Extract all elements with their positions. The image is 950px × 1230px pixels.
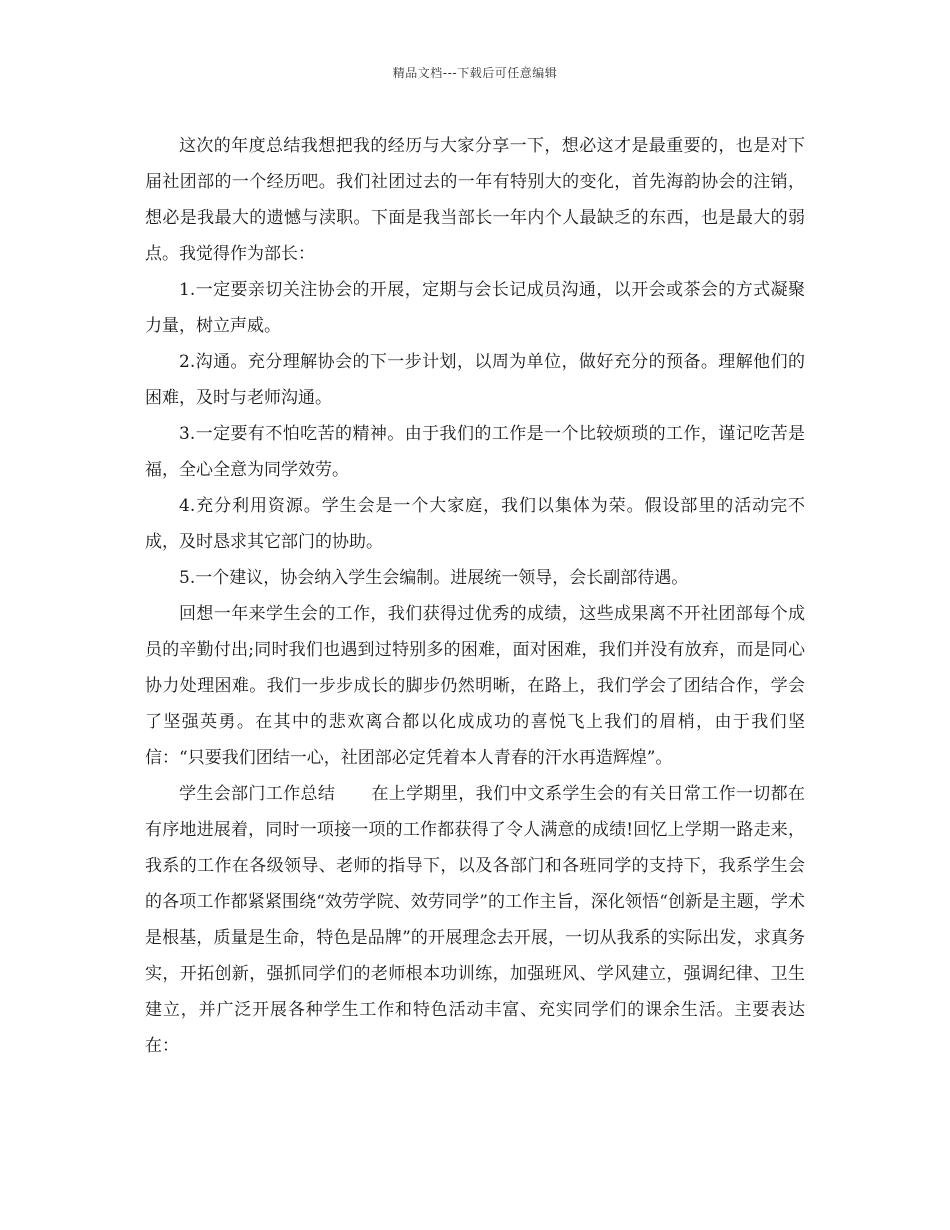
paragraph-point-2: 2.沟通。充分理解协会的下一步计划，以周为单位，做好充分的预备。理解他们的困难，及时与老师沟通。 (145, 352, 805, 408)
paragraph-section (145, 776, 805, 1064)
paragraph-point-4: 4.充分利用资源。学生会是一个大家庭，我们以集体为荣。假设部里的活动完不成，及时恳求其它部门的协助。 (145, 496, 805, 552)
paragraph-point-3: 3.一定要有不怕吃苦的精神。由于我们的工作是一个比较烦琐的工作，谨记吃苦是福，全心全意为同学效劳。 (145, 424, 805, 480)
document-body (145, 128, 805, 1064)
section-body: 在上学期里，我们中文系学生会的有关日常工作一切都在有序地进展着，同时一项接一项的工作都获得了令人满意的成绩!回忆上学期一路走来，我系的工作在各级领导、老师的指导下，以及各部门和各班同学的支持下，我系学生会的各项工作都紧紧围绕“效劳学院、效劳同学”的工作主旨，深化领悟“创新是主题，学术是根基，质量是生命，特色是品牌”的开展理念去开展，一切从我系的实际出发，求真务实，开拓创新，强抓同学们的老师根本功训练，加强班风、学风建立，强调纪律、卫生建立，并广泛开展各种学生工作和特色活动丰富、充实同学们的课余生活。主要表达在： (145, 784, 806, 1056)
section-title: 学生会部门工作总结 (179, 784, 336, 804)
paragraph-reflection: 回想一年来学生会的工作，我们获得过优秀的成绩，这些成果离不开社团部每个成员的辛勤付出;同时我们也遇到过特别多的困难，面对困难，我们并没有放弃，而是同心协力处理困难。我们一步步成长的脚步仍然明晰，在路上，我们学会了团结合作，学会了坚强英勇。在其中的悲欢离合都以化成成功的喜悦飞上我们的眉梢，由于我们坚信：“只要我们团结一心，社团部必定凭着本人青春的汗水再造辉煌”。 (145, 604, 805, 768)
page-header: 精品文档---下载后可任意编辑 (392, 66, 558, 80)
paragraph-point-1: 1.一定要亲切关注协会的开展，定期与会长记成员沟通，以开会或茶会的方式凝聚力量，树立声威。 (145, 280, 805, 336)
paragraph-intro: 这次的年度总结我想把我的经历与大家分享一下，想必这才是最重要的，也是对下届社团部的一个经历吧。我们社团过去的一年有特别大的变化，首先海韵协会的注销，想必是我最大的遗憾与渎职。下面是我当部长一年内个人最缺乏的东西，也是最大的弱点。我觉得作为部长： (145, 136, 805, 264)
paragraph-point-5: 5.一个建议，协会纳入学生会编制。进展统一领导，会长副部待遇。 (179, 568, 689, 588)
